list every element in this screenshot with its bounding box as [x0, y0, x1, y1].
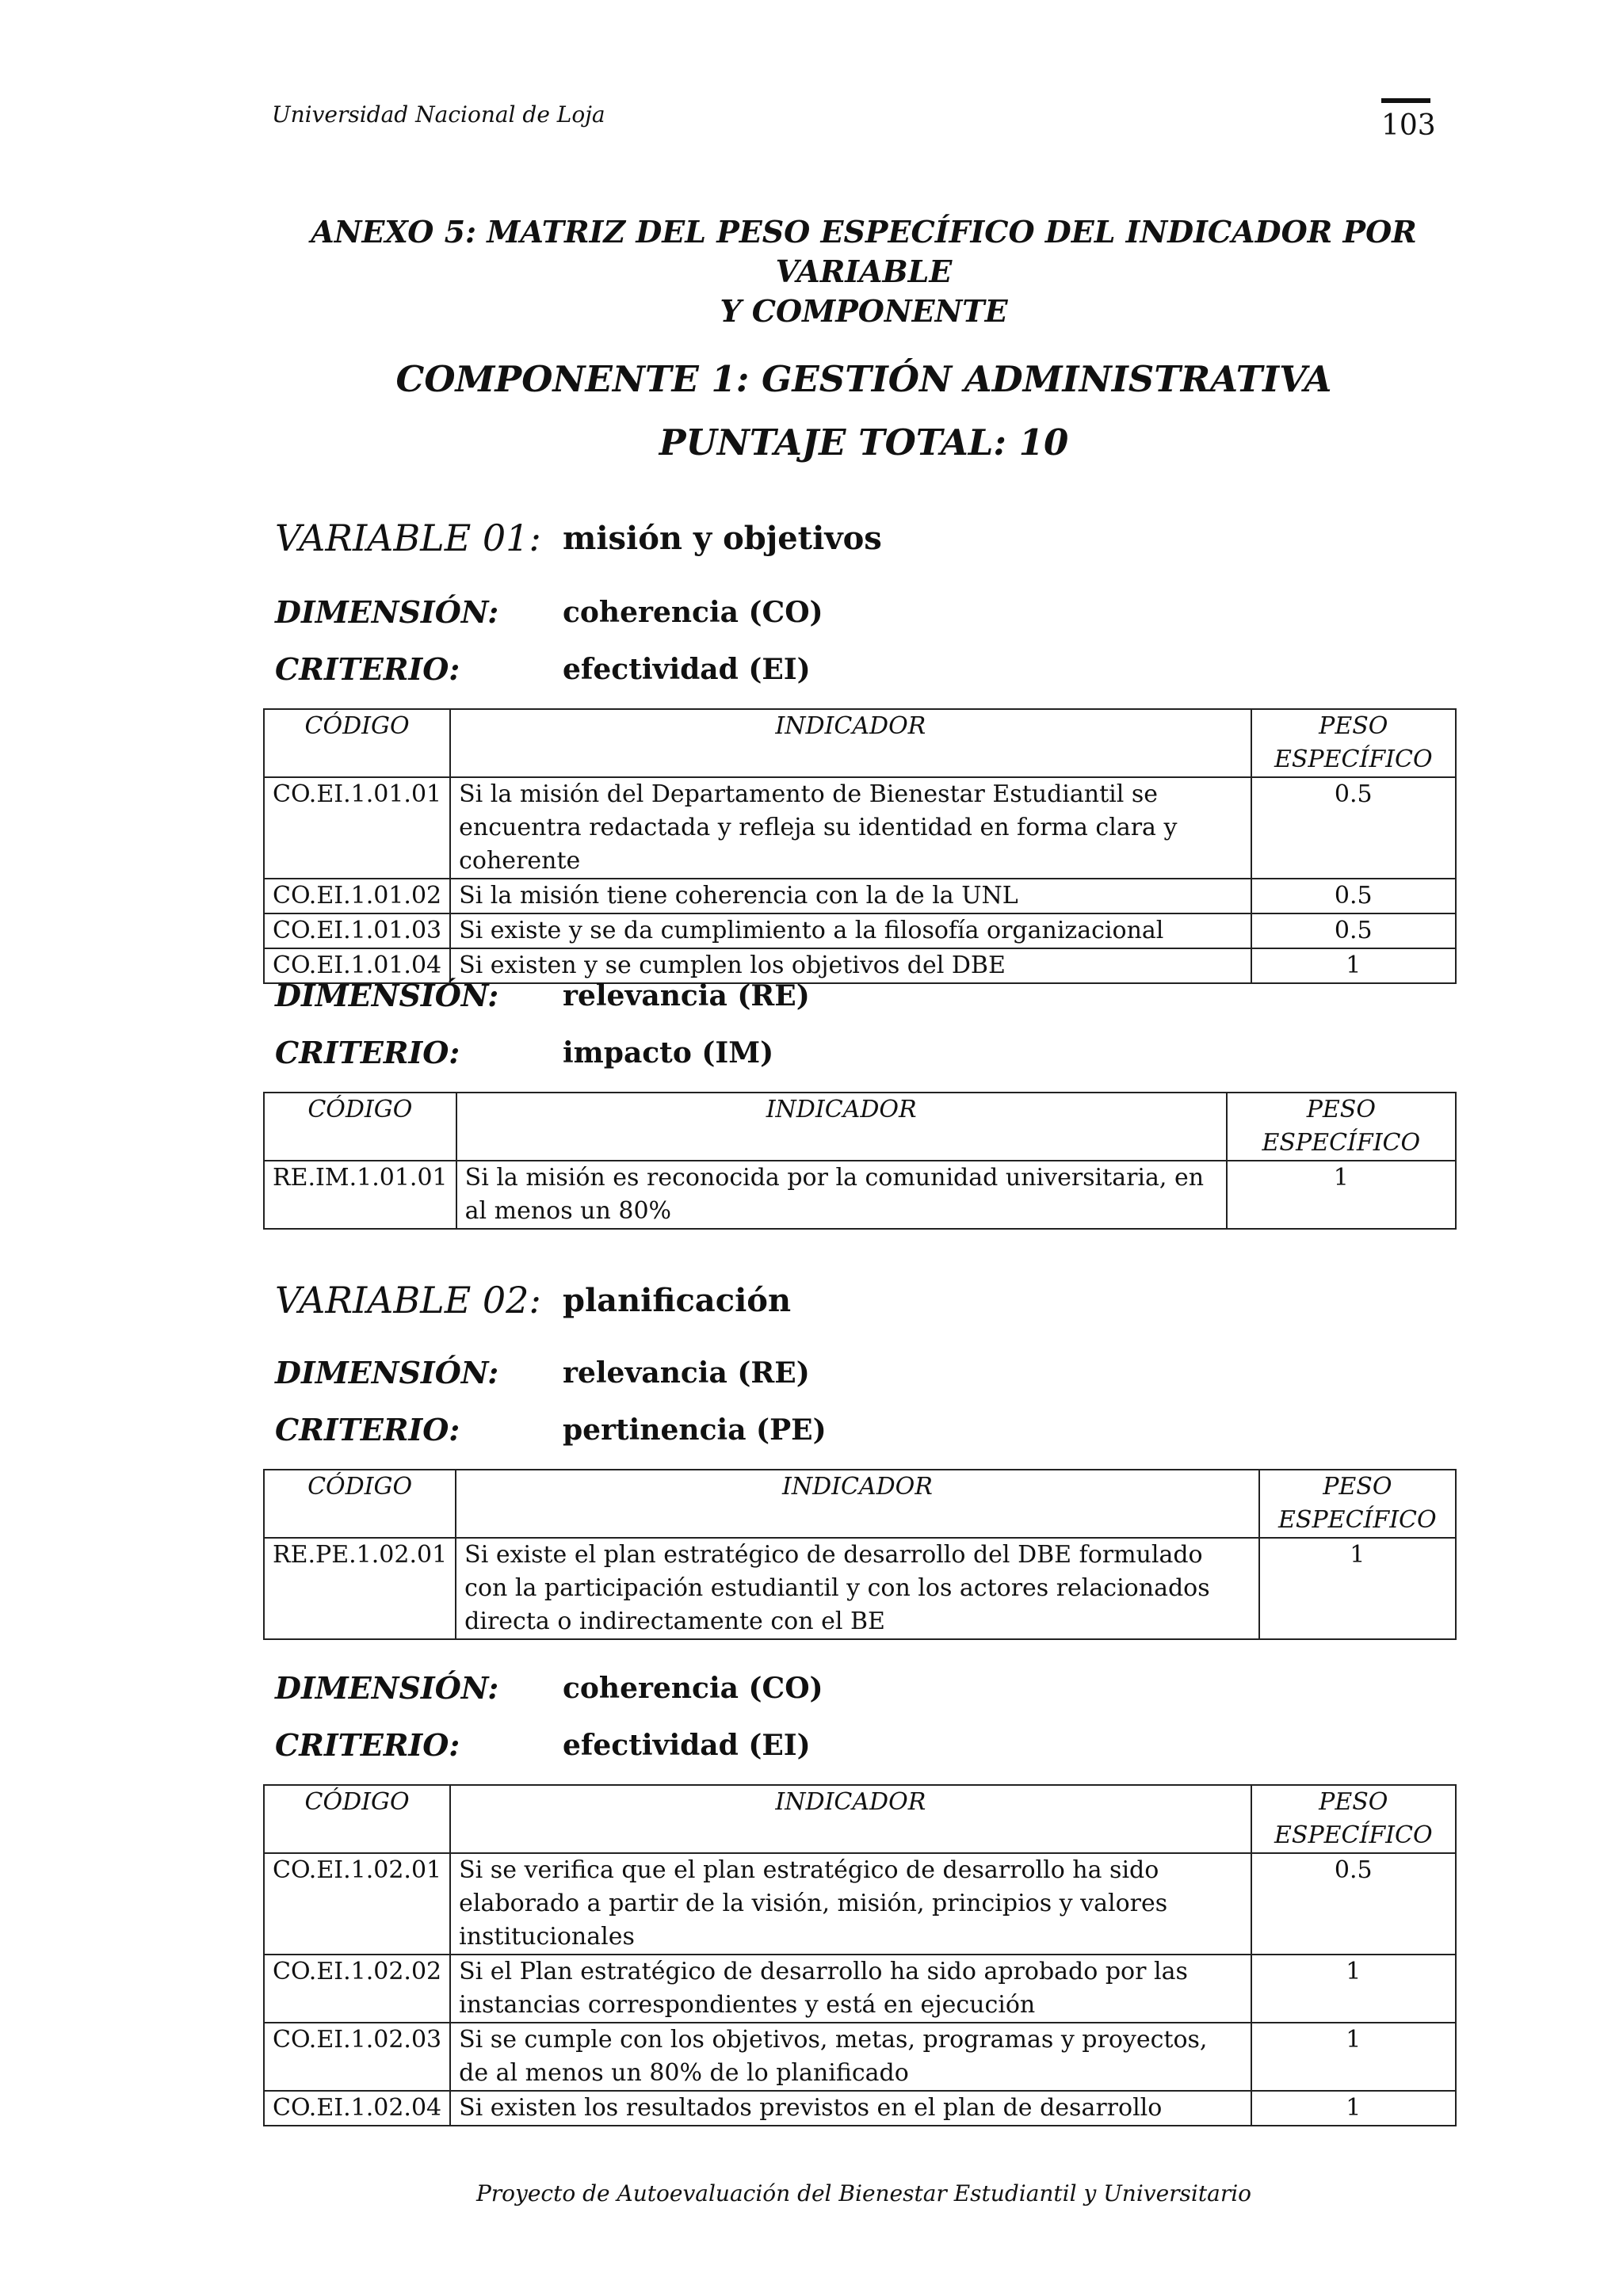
indicator-weight: 1: [1251, 2023, 1456, 2091]
variable-2-name: planificación: [563, 1282, 792, 1319]
block-3-criterion: pertinencia (PE): [563, 1413, 827, 1447]
dimension-label: DIMENSIÓN:: [275, 978, 499, 1013]
table-row: [264, 1853, 1456, 1955]
indicator-code: CO.EI.1.02.04: [264, 2091, 450, 2126]
indicator-table-2: [263, 1092, 1457, 1230]
indicator-weight: 0.5: [1251, 777, 1456, 879]
indicator-text: Si existe y se da cumplimiento a la filosofía organizacional: [450, 913, 1251, 948]
indicator-table-1: [263, 708, 1457, 984]
indicator-text: Si se verifica que el plan estratégico de desarrollo ha sido elaborado a partir de la visión, misión, principios y valores institucionales: [450, 1853, 1251, 1955]
indicator-code: CO.EI.1.02.01: [264, 1853, 450, 1955]
indicator-table-4: [263, 1784, 1457, 2126]
running-footer: Proyecto de Autoevaluación del Bienestar Estudiantil y Universitario: [475, 2180, 1252, 2206]
indicator-code: RE.PE.1.02.01: [264, 1538, 456, 1639]
criterion-label: CRITERIO:: [275, 651, 460, 687]
column-header-weight: PESO ESPECÍFICO: [1227, 1093, 1456, 1161]
indicator-weight: 1: [1251, 2091, 1456, 2126]
table-row: [264, 879, 1456, 913]
indicator-weight: 1: [1251, 948, 1456, 983]
indicator-table-3: [263, 1469, 1457, 1640]
table-row: [264, 1955, 1456, 2023]
criterion-label: CRITERIO:: [275, 1035, 460, 1070]
annex-title: [238, 212, 1490, 331]
indicator-code: CO.EI.1.01.03: [264, 913, 450, 948]
column-header-indicator: INDICADOR: [450, 1785, 1251, 1853]
column-header-weight: PESO ESPECÍFICO: [1251, 1785, 1456, 1853]
dimension-label: DIMENSIÓN:: [275, 1355, 499, 1390]
table-header-row: [264, 1093, 1456, 1161]
block-4-dimension: coherencia (CO): [563, 1672, 823, 1705]
indicator-code: CO.EI.1.02.02: [264, 1955, 450, 2023]
block-4-criterion: efectividad (EI): [563, 1729, 811, 1762]
column-header-weight: PESO ESPECÍFICO: [1251, 709, 1456, 777]
annex-title-line2: Y COMPONENTE: [720, 293, 1008, 329]
component-score: PUNTAJE TOTAL: 10: [659, 421, 1069, 463]
column-header-weight: PESO ESPECÍFICO: [1259, 1470, 1456, 1538]
column-header-indicator: INDICADOR: [450, 709, 1251, 777]
criterion-label: CRITERIO:: [275, 1727, 460, 1763]
indicator-weight: 1: [1227, 1161, 1456, 1229]
indicator-text: Si existen los resultados previstos en el plan de desarrollo: [450, 2091, 1251, 2126]
table-row: [264, 2023, 1456, 2091]
page-number-rule: [1381, 98, 1430, 103]
indicator-text: Si existen y se cumplen los objetivos del DBE: [450, 948, 1251, 983]
indicator-weight: 0.5: [1251, 913, 1456, 948]
indicator-weight: 0.5: [1251, 1853, 1456, 1955]
dimension-label: DIMENSIÓN:: [275, 1670, 499, 1706]
indicator-text: Si existe el plan estratégico de desarrollo del DBE formulado con la participación estudiantil y con los actores relacionados directa o indirectamente con el BE: [456, 1538, 1258, 1639]
table-row: [264, 1538, 1456, 1639]
indicator-code: CO.EI.1.02.03: [264, 2023, 450, 2091]
variable-2-label: VARIABLE 02:: [275, 1279, 541, 1322]
annex-title-line1: ANEXO 5: MATRIZ DEL PESO ESPECÍFICO DEL INDICADOR POR VARIABLE: [311, 214, 1417, 289]
variable-1-name: misión y objetivos: [563, 520, 882, 557]
block-3-dimension: relevancia (RE): [563, 1356, 810, 1390]
indicator-code: CO.EI.1.01.02: [264, 879, 450, 913]
dimension-label: DIMENSIÓN:: [275, 594, 499, 630]
column-header-code: CÓDIGO: [264, 1785, 450, 1853]
page-number: 103: [1381, 109, 1436, 142]
indicator-code: CO.EI.1.01.01: [264, 777, 450, 879]
running-header: Universidad Nacional de Loja: [272, 101, 605, 128]
indicator-weight: 1: [1251, 1955, 1456, 2023]
indicator-code: CO.EI.1.01.04: [264, 948, 450, 983]
indicator-code: RE.IM.1.01.01: [264, 1161, 456, 1229]
column-header-indicator: INDICADOR: [456, 1093, 1227, 1161]
column-header-code: CÓDIGO: [264, 1470, 456, 1538]
indicator-text: Si la misión del Departamento de Bienestar Estudiantil se encuentra redactada y refleja su identidad en forma clara y coherente: [450, 777, 1251, 879]
block-1-criterion: efectividad (EI): [563, 653, 811, 686]
indicator-text: Si se cumple con los objetivos, metas, programas y proyectos, de al menos un 80% de lo planificado: [450, 2023, 1251, 2091]
table-row: [264, 1161, 1456, 1229]
column-header-code: CÓDIGO: [264, 1093, 456, 1161]
table-header-row: [264, 709, 1456, 777]
table-row: [264, 777, 1456, 879]
table-row: [264, 913, 1456, 948]
indicator-text: Si el Plan estratégico de desarrollo ha sido aprobado por las instancias correspondientes y está en ejecución: [450, 1955, 1251, 2023]
block-2-dimension: relevancia (RE): [563, 979, 810, 1013]
criterion-label: CRITERIO:: [275, 1412, 460, 1447]
component-title: COMPONENTE 1: GESTIÓN ADMINISTRATIVA: [395, 358, 1332, 400]
table-row: [264, 2091, 1456, 2126]
variable-1-label: VARIABLE 01:: [275, 517, 541, 559]
block-2-criterion: impacto (IM): [563, 1036, 774, 1070]
indicator-weight: 0.5: [1251, 879, 1456, 913]
column-header-indicator: INDICADOR: [456, 1470, 1258, 1538]
table-header-row: [264, 1470, 1456, 1538]
indicator-weight: 1: [1259, 1538, 1456, 1639]
block-1-dimension: coherencia (CO): [563, 596, 823, 629]
indicator-text: Si la misión es reconocida por la comunidad universitaria, en al menos un 80%: [456, 1161, 1227, 1229]
table-header-row: [264, 1785, 1456, 1853]
column-header-code: CÓDIGO: [264, 709, 450, 777]
indicator-text: Si la misión tiene coherencia con la de la UNL: [450, 879, 1251, 913]
